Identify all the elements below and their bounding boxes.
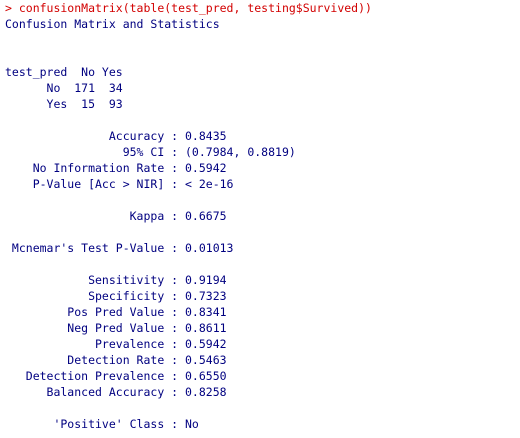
stat-neg-pred-value: Neg Pred Value : 0.8611 xyxy=(5,321,227,335)
output-line-blank xyxy=(5,48,517,64)
output-line-blank xyxy=(5,192,517,208)
stat-balanced-accuracy: Balanced Accuracy : 0.8258 xyxy=(5,385,227,399)
stat-detection-rate: Detection Rate : 0.5463 xyxy=(5,353,227,367)
stat-95-ci: 95% CI : (0.7984, 0.8819) xyxy=(5,145,296,159)
output-line-blank xyxy=(5,400,517,416)
stat-pos-pred-value: Pos Pred Value : 0.8341 xyxy=(5,305,227,319)
output-line-blank xyxy=(5,112,517,128)
stat-detection-prevalence: Detection Prevalence : 0.6550 xyxy=(5,369,227,383)
stat-no-information-rate: No Information Rate : 0.5942 xyxy=(5,161,227,175)
stat-sensitivity: Sensitivity : 0.9194 xyxy=(5,273,227,287)
table-header-row: test_pred No Yes xyxy=(5,65,123,79)
stat-prevalence: Prevalence : 0.5942 xyxy=(5,337,227,351)
output-line-blank xyxy=(5,32,517,48)
output-line-blank xyxy=(5,256,517,272)
r-console[interactable] xyxy=(5,0,517,432)
output-line-title: Confusion Matrix and Statistics xyxy=(5,17,220,31)
stat-specificity: Specificity : 0.7323 xyxy=(5,289,227,303)
stat-p-value-acc-nir: P-Value [Acc > NIR] : < 2e-16 xyxy=(5,177,234,191)
stat-kappa: Kappa : 0.6675 xyxy=(5,209,227,223)
stat-positive-class: 'Positive' Class : No xyxy=(5,417,199,431)
stat-mcnemar-p-value: Mcnemar's Test P-Value : 0.01013 xyxy=(5,241,234,255)
stat-accuracy: Accuracy : 0.8435 xyxy=(5,129,227,143)
output-line-blank xyxy=(5,224,517,240)
command-line[interactable]: > confusionMatrix(table(test_pred, testing$Survived)) xyxy=(5,1,372,15)
table-row-yes: Yes 15 93 xyxy=(5,97,123,111)
table-row-no: No 171 34 xyxy=(5,81,123,95)
